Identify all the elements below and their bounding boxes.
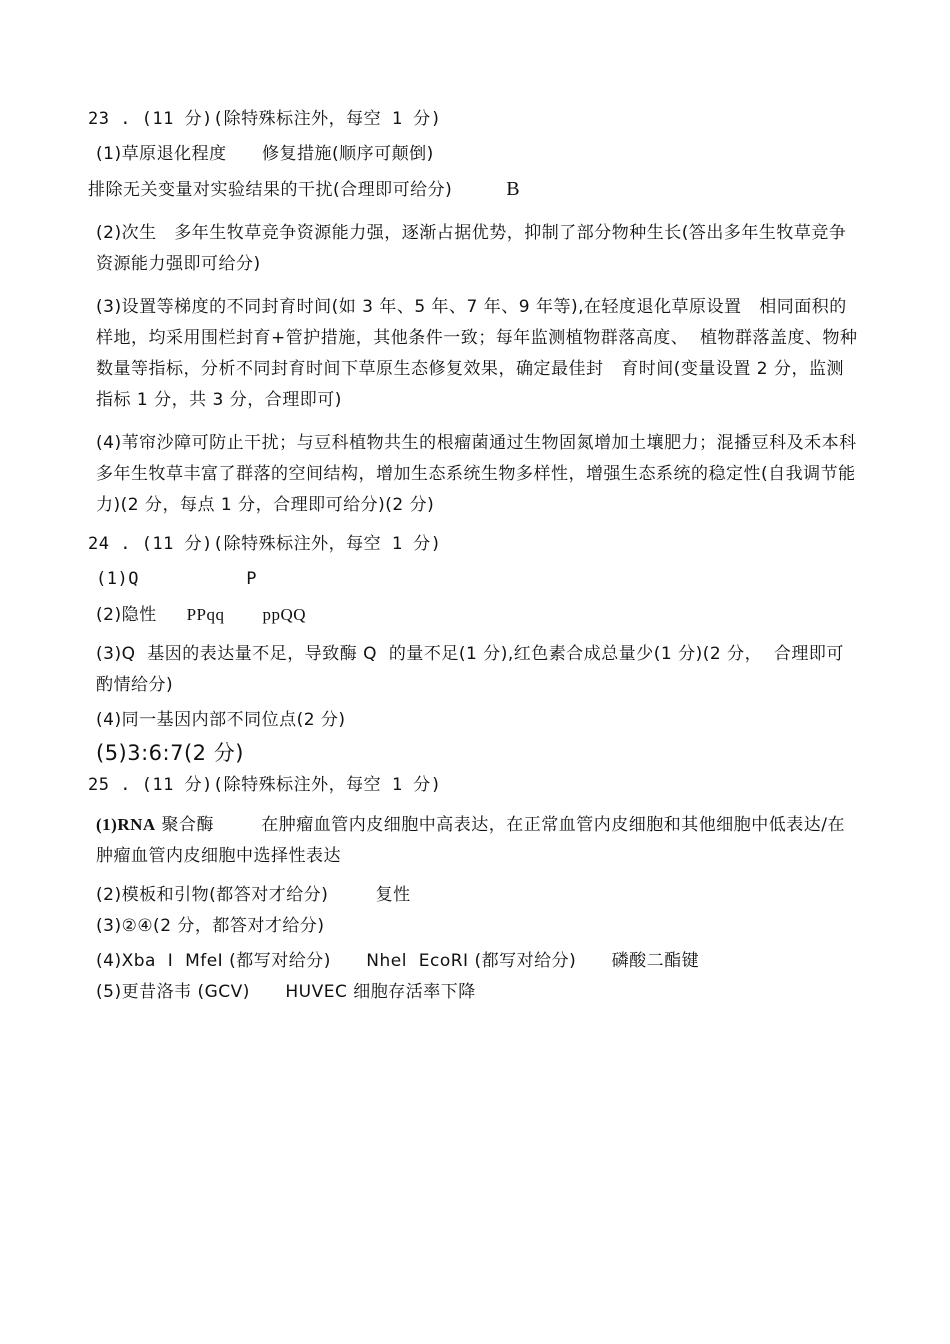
q25-answer-3: (3)②④(2 分，都答对才给分) (96, 916, 325, 936)
q23-header: 23 . (11 分)(除特殊标注外，每空 1 分) (88, 109, 442, 129)
answer-sheet (88, 104, 858, 1008)
q25-answer-2: (2)模板和引物(都答对才给分) 复性 (96, 885, 411, 905)
q23-answer-3: (3)设置等梯度的不同封育时间(如 3 年、5 年、7 年、9 年等),在轻度退化草原设置 相同面积的样地，均采用围栏封育+管护措施，其他条件一致；每年监测植物群落高度、 植物群落盖度、物种数量等指标，分析不同封育时间下草原生态修复效果，确定最佳封 育时间(变量设置 2 分，监测指标 1 分，共 3 分，合理即可) (96, 297, 858, 410)
q24-answer-3: (3)Q 基因的表达量不足，导致酶 Q 的量不足(1 分),红色素合成总量少(1 分)(2 分， 合理即可酌情给分) (96, 644, 844, 695)
q25-header: 25 . (11 分)(除特殊标注外，每空 1 分) (88, 775, 442, 795)
q24-answer-4: (4)同一基因内部不同位点(2 分) (96, 710, 346, 730)
q25-answer-4: (4)Xba I MfeI (都写对给分) Nhel EcoRI (都写对给分) 磷酸二酯键 (96, 951, 700, 971)
q24-answer-5: (5)3:6:7(2 分) (96, 741, 244, 765)
q23-answer-1b (88, 174, 858, 206)
q23-answer-2: (2)次生 多年生牧草竞争资源能力强，逐渐占据优势，抑制了部分物种生长(答出多年生牧草竞争资源能力强即可给分) (96, 223, 847, 274)
q24-answer-2 (88, 599, 858, 631)
q24-genotype-b: ppQQ (262, 605, 307, 624)
q23-answer-1b-text: 排除无关变量对实验结果的干扰(合理即可给分) (88, 180, 453, 200)
q24-answer-2-label: (2)隐性 (96, 605, 157, 625)
q23-answer-4: (4)苇帘沙障可防止干扰；与豆科植物共生的根瘤菌通过生物固氮增加土壤肥力；混播豆科及禾本科多年生牧草丰富了群落的空间结构，增加生态系统生物多样性，增强生态系统的稳定性(自我调节能力)(2 分，每点 1 分，合理即可给分)(2 分) (96, 433, 857, 515)
q25-answer-1 (88, 809, 858, 872)
q23-answer-1: (1)草原退化程度 修复措施(顺序可颠倒) (96, 144, 434, 164)
q25-answer-1-label: (1)RNA (96, 815, 156, 834)
q24-header: 24 . (11 分)(除特殊标注外，每空 1 分) (88, 534, 442, 554)
q23-answer-1b-choice: B (506, 178, 521, 200)
q25-answer-5: (5)更昔洛韦 (GCV) HUVEC 细胞存活率下降 (96, 982, 476, 1002)
q25-answer-1-text: 聚合酶 在肿瘤血管内皮细胞中高表达，在正常血管内皮细胞和其他细胞中低表达/在肿瘤血管内皮细胞中选择性表达 (96, 815, 846, 866)
q24-answer-1: (1)Q P (96, 569, 258, 589)
q24-genotype-a: PPqq (186, 605, 225, 624)
